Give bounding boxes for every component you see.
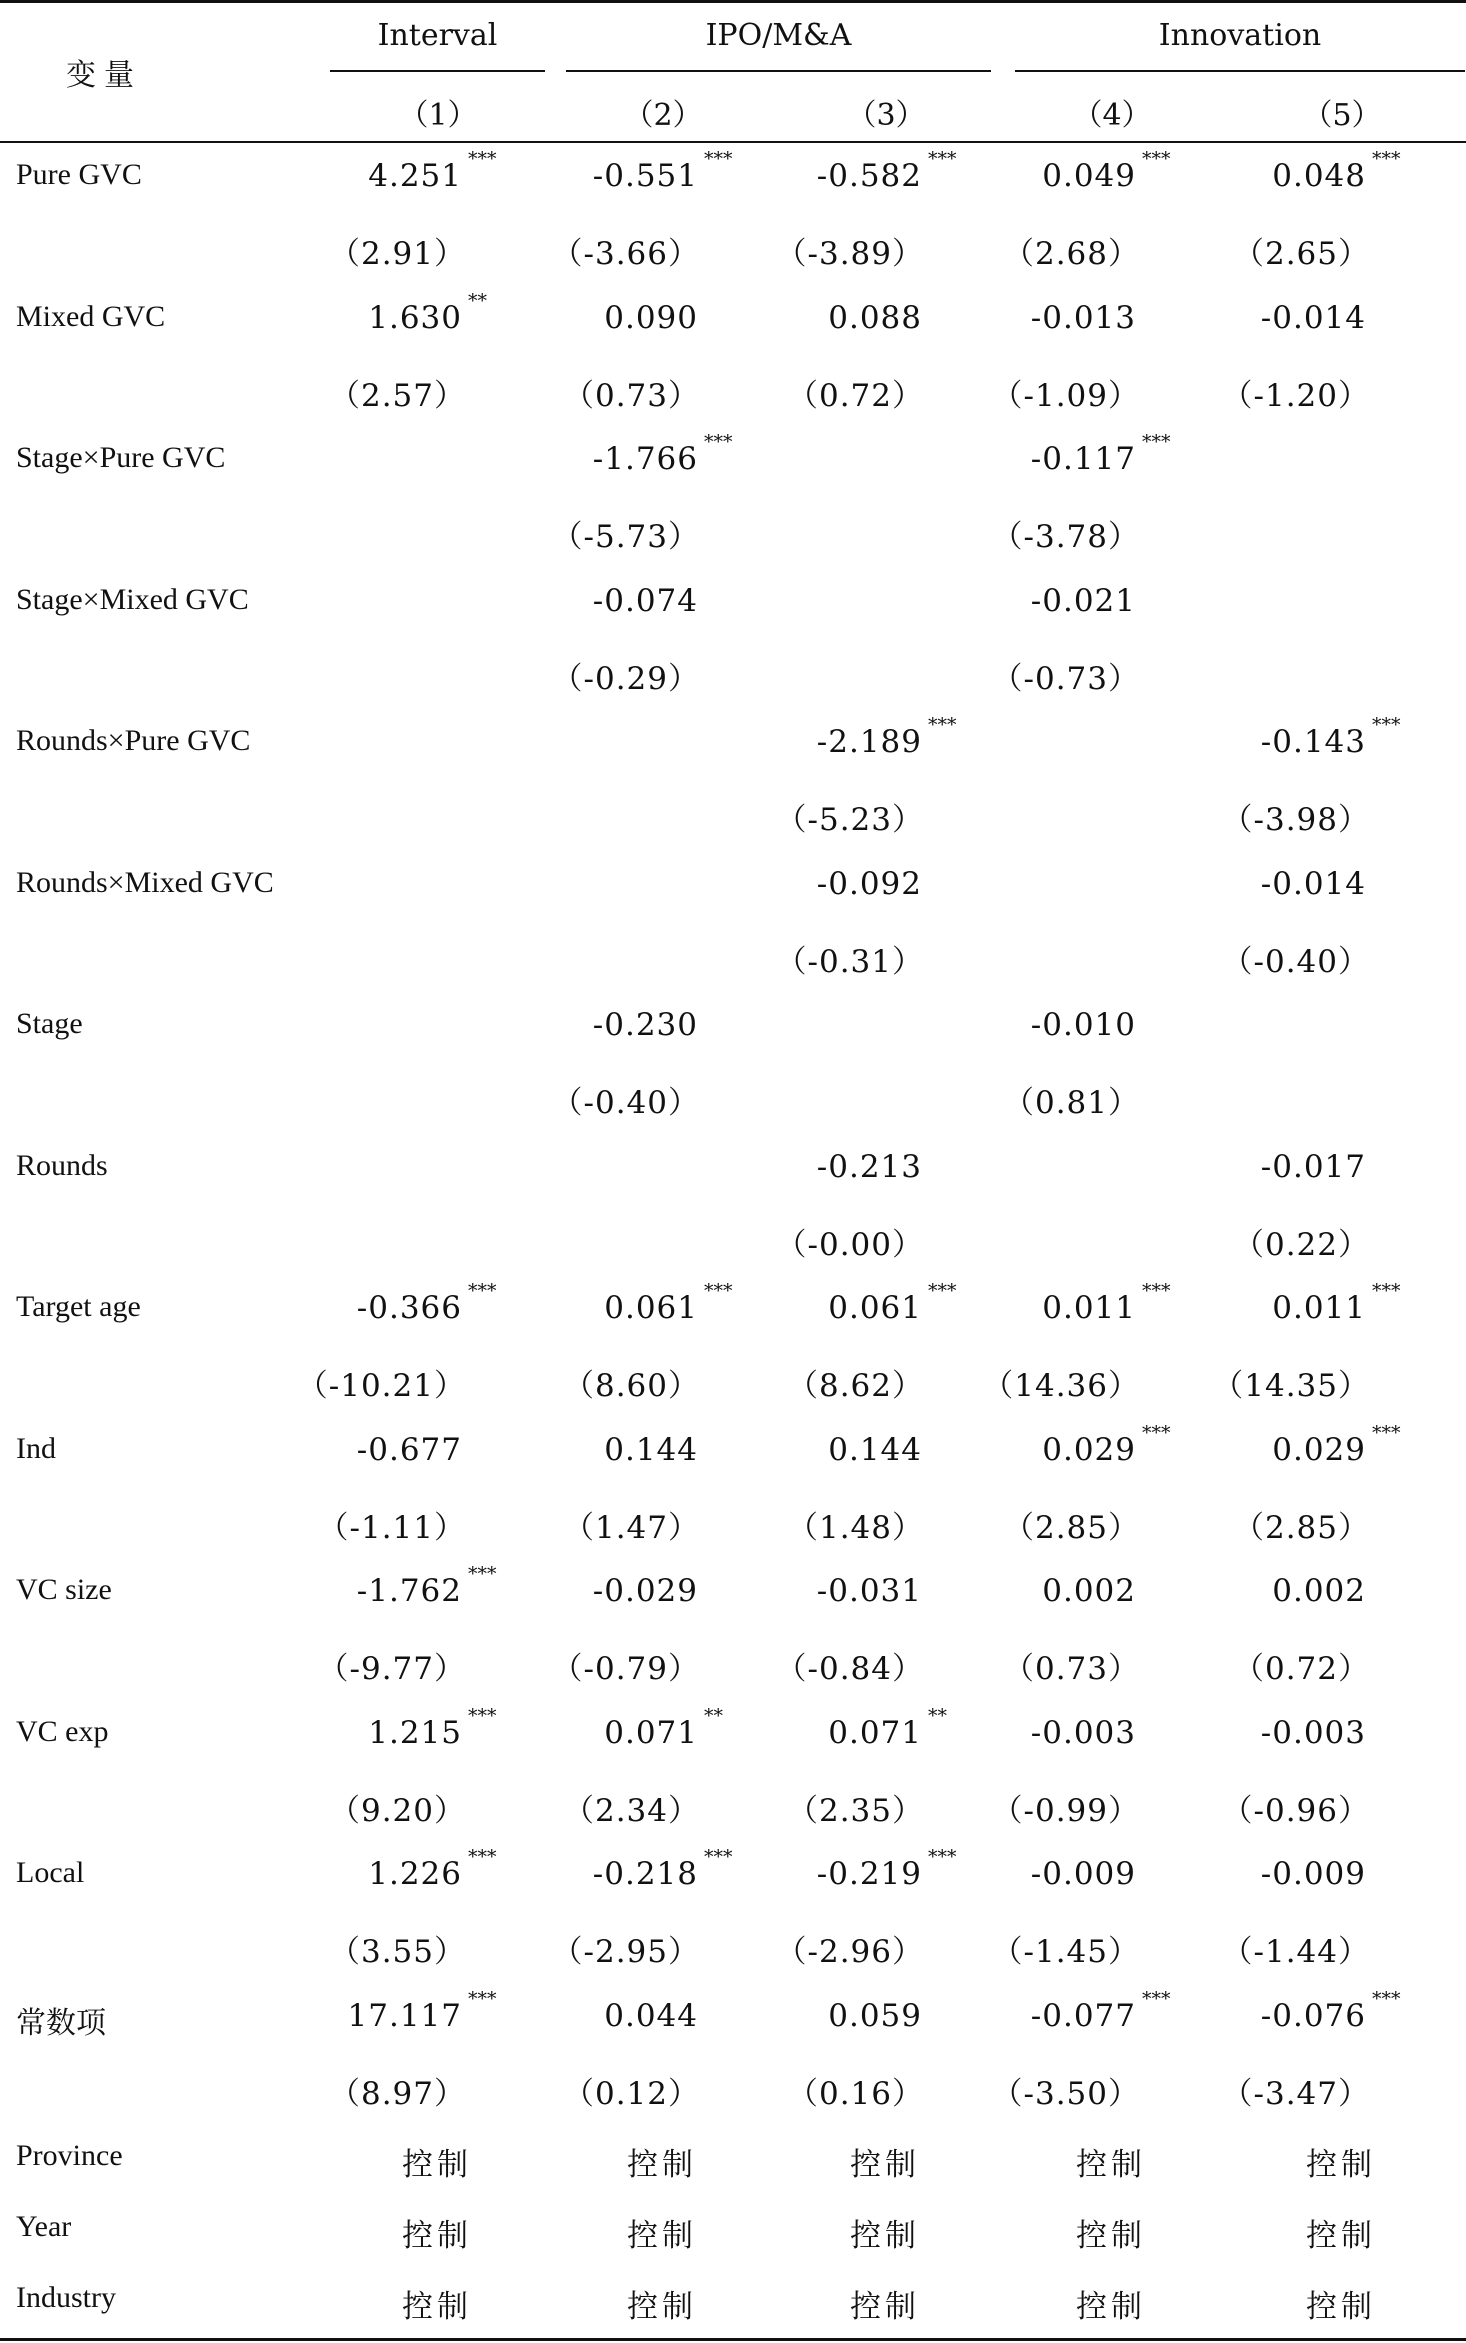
- coefficient-value: 17.117: [347, 1997, 462, 2034]
- coefficient-value: -0.092: [816, 865, 922, 902]
- t-stat-cell: （-0.29）: [551, 660, 700, 697]
- coefficient-cell: [1031, 583, 1136, 619]
- coefficient-value: -0.014: [1260, 865, 1366, 902]
- coefficient-value: 0.011: [1042, 1290, 1136, 1326]
- significance-stars: ***: [468, 1704, 497, 1727]
- row-label: VC size: [16, 1573, 112, 1606]
- control-value: 控制: [850, 2147, 920, 2183]
- t-stat-cell: （2.57）: [328, 377, 466, 414]
- coefficient-cell: [828, 1432, 922, 1468]
- group-header-ipo-ma: IPO/M&A: [705, 18, 852, 53]
- coefficient-value: -0.074: [592, 582, 698, 619]
- coefficient-cell: [1272, 1280, 1401, 1326]
- coefficient-cell: [368, 1846, 497, 1892]
- coefficient-value: -1.766: [592, 441, 698, 477]
- coefficient-cell: [357, 1432, 462, 1468]
- significance-stars: ***: [704, 1280, 733, 1302]
- coefficient-cell: [817, 1573, 922, 1609]
- t-stat-cell: （-1.44）: [1221, 1934, 1370, 1970]
- t-stat-cell: （9.20）: [328, 1792, 466, 1829]
- coefficient-value: -0.031: [816, 1573, 922, 1609]
- control-value: 控制: [1076, 2147, 1146, 2183]
- coefficient-cell: [817, 866, 922, 902]
- coefficient-value: -0.029: [592, 1573, 698, 1609]
- t-stat-cell: （-3.78）: [991, 519, 1140, 555]
- coefficient-cell: [1272, 1573, 1366, 1609]
- row-label: Stage×Mixed GVC: [16, 582, 249, 616]
- t-stat-cell: （3.55）: [328, 1934, 466, 1970]
- t-stat-cell: （-2.96）: [775, 1934, 924, 1970]
- t-stat-cell: （-1.09）: [991, 377, 1140, 414]
- coefficient-value: 0.002: [1272, 1573, 1366, 1609]
- control-value: 控制: [1306, 2147, 1376, 2183]
- coefficient-cell: [828, 300, 922, 336]
- significance-stars: ***: [1142, 1421, 1171, 1444]
- coefficient-cell: [593, 1007, 698, 1043]
- control-value: 控制: [627, 2147, 697, 2183]
- coefficient-cell: [592, 148, 733, 194]
- top-rule: [0, 0, 1466, 3]
- coefficient-cell: [1042, 1573, 1136, 1609]
- coefficient-value: -0.366: [356, 1290, 462, 1326]
- coefficient-value: -0.076: [1260, 1997, 1366, 2034]
- coefficient-cell: [1261, 866, 1366, 902]
- coefficient-value: -0.003: [1030, 1714, 1136, 1751]
- coefficient-value: 0.049: [1042, 158, 1136, 194]
- coefficient-cell: [1031, 1856, 1136, 1892]
- t-stat-cell: （-3.66）: [551, 236, 700, 272]
- t-stat-cell: （-0.84）: [775, 1651, 924, 1687]
- coefficient-cell: [1031, 1007, 1136, 1043]
- t-stat-cell: （1.48）: [786, 1509, 924, 1546]
- significance-stars: ***: [704, 431, 733, 453]
- coefficient-cell: [1030, 1987, 1171, 2034]
- control-value: 控制: [402, 2289, 472, 2325]
- control-value: 控制: [850, 2218, 920, 2254]
- coefficient-value: 0.011: [1272, 1290, 1366, 1326]
- t-stat-cell: （-5.73）: [551, 519, 700, 555]
- coefficient-value: 1.215: [368, 1714, 462, 1751]
- group-rule-ipo-ma: [566, 70, 991, 72]
- coefficient-cell: [604, 1280, 733, 1326]
- significance-stars: ***: [1372, 148, 1401, 170]
- coefficient-cell: [1030, 431, 1171, 477]
- t-stat-cell: （0.73）: [562, 377, 700, 414]
- coefficient-cell: [592, 1846, 733, 1892]
- t-stat-cell: （-3.89）: [775, 236, 924, 272]
- row-label: Local: [16, 1856, 85, 1889]
- coefficient-value: -0.009: [1030, 1856, 1136, 1892]
- t-stat-cell: （8.60）: [562, 1368, 700, 1404]
- t-stat-cell: （-1.45）: [991, 1934, 1140, 1970]
- coefficient-cell: [356, 1563, 497, 1609]
- coefficient-cell: [368, 289, 487, 336]
- column-header-2: （2）: [623, 98, 703, 133]
- column-header-5: （5）: [1302, 98, 1382, 133]
- significance-stars: ***: [1142, 148, 1171, 170]
- t-stat-cell: （-0.99）: [991, 1792, 1140, 1829]
- t-stat-cell: （-5.23）: [775, 802, 924, 838]
- coefficient-value: 0.071: [828, 1714, 922, 1751]
- significance-stars: ***: [468, 148, 497, 170]
- control-value: 控制: [402, 2147, 472, 2183]
- coefficient-value: -0.213: [816, 1148, 922, 1185]
- t-stat-cell: （1.47）: [562, 1509, 700, 1546]
- coefficient-value: 0.144: [828, 1431, 922, 1468]
- coefficient-cell: [1261, 300, 1366, 336]
- row-label: VC exp: [16, 1714, 109, 1748]
- column-header-1: （1）: [398, 98, 478, 133]
- coefficient-value: 0.029: [1042, 1431, 1136, 1468]
- t-stat-cell: （0.73）: [1002, 1651, 1140, 1687]
- coefficient-value: 0.088: [828, 299, 922, 336]
- control-value: 控制: [1306, 2289, 1376, 2325]
- coefficient-cell: [828, 1998, 922, 2034]
- coefficient-cell: [1031, 1715, 1136, 1751]
- coefficient-cell: [368, 1704, 497, 1751]
- bottom-rule: [0, 2338, 1466, 2341]
- t-stat-cell: （0.72）: [1232, 1651, 1370, 1687]
- t-stat-cell: （0.81）: [1002, 1085, 1140, 1121]
- t-stat-cell: （-1.11）: [317, 1509, 466, 1546]
- coefficient-cell: [356, 1280, 497, 1326]
- coefficient-cell: [1272, 1421, 1401, 1468]
- coefficient-cell: [1261, 1715, 1366, 1751]
- t-stat-cell: （-3.47）: [1221, 2075, 1370, 2112]
- coefficient-value: 1.630: [368, 299, 462, 336]
- coefficient-value: 4.251: [368, 158, 462, 194]
- coefficient-cell: [828, 1704, 947, 1751]
- significance-stars: ***: [928, 148, 957, 170]
- coefficient-cell: [604, 1998, 698, 2034]
- coefficient-value: 0.061: [604, 1290, 698, 1326]
- coefficient-cell: [604, 300, 698, 336]
- t-stat-cell: （0.12）: [562, 2075, 700, 2112]
- significance-stars: ***: [928, 714, 957, 736]
- coefficient-cell: [593, 1573, 698, 1609]
- t-stat-cell: （2.85）: [1002, 1509, 1140, 1546]
- significance-stars: ***: [1142, 1987, 1171, 2010]
- t-stat-cell: （-0.96）: [1221, 1792, 1370, 1829]
- column-header-4: （4）: [1072, 98, 1152, 133]
- t-stat-cell: （2.34）: [562, 1792, 700, 1829]
- coefficient-value: -2.189: [816, 724, 922, 760]
- row-label: Ind: [16, 1431, 56, 1465]
- coefficient-cell: [817, 1149, 922, 1185]
- header-rule: [0, 141, 1466, 143]
- coefficient-cell: [1272, 148, 1401, 194]
- coefficient-value: -0.077: [1030, 1997, 1136, 2034]
- coefficient-value: -0.009: [1260, 1856, 1366, 1892]
- row-label: Stage: [16, 1007, 83, 1040]
- control-value: 控制: [850, 2289, 920, 2325]
- coefficient-cell: [1261, 1149, 1366, 1185]
- group-rule-interval: [330, 70, 545, 72]
- coefficient-value: -0.021: [1030, 582, 1136, 619]
- coefficient-cell: [816, 714, 957, 760]
- coefficient-value: 0.048: [1272, 158, 1366, 194]
- t-stat-cell: （0.72）: [786, 377, 924, 414]
- group-header-innovation: Innovation: [1158, 18, 1322, 53]
- significance-stars: ***: [1372, 714, 1401, 736]
- coefficient-value: -0.218: [592, 1856, 698, 1892]
- coefficient-value: 0.002: [1042, 1573, 1136, 1609]
- coefficient-value: 0.029: [1272, 1431, 1366, 1468]
- significance-stars: ***: [928, 1846, 957, 1868]
- t-stat-cell: （8.97）: [328, 2075, 466, 2112]
- coefficient-cell: [828, 1280, 957, 1326]
- coefficient-cell: [604, 1704, 723, 1751]
- coefficient-cell: [1042, 1421, 1171, 1468]
- column-header-3: （3）: [846, 98, 926, 133]
- t-stat-cell: （2.85）: [1232, 1509, 1370, 1546]
- t-stat-cell: （0.22）: [1232, 1226, 1370, 1263]
- control-value: 控制: [1076, 2289, 1146, 2325]
- coefficient-cell: [593, 583, 698, 619]
- row-label: 常数项: [16, 2006, 106, 2040]
- coefficient-cell: [347, 1987, 497, 2034]
- t-stat-cell: （-9.77）: [317, 1651, 466, 1687]
- coefficient-value: -0.003: [1260, 1714, 1366, 1751]
- t-stat-cell: （14.35）: [1212, 1368, 1370, 1404]
- control-value: 控制: [402, 2218, 472, 2254]
- t-stat-cell: （-0.31）: [775, 943, 924, 980]
- coefficient-cell: [604, 1432, 698, 1468]
- t-stat-cell: （2.35）: [786, 1792, 924, 1829]
- coefficient-value: -0.551: [592, 158, 698, 194]
- significance-stars: ***: [1142, 1280, 1171, 1302]
- significance-stars: ***: [468, 1987, 497, 2010]
- coefficient-cell: [816, 148, 957, 194]
- coefficient-value: 0.061: [828, 1290, 922, 1326]
- row-label: Rounds×Pure GVC: [16, 724, 251, 757]
- significance-stars: **: [468, 289, 487, 312]
- significance-stars: ***: [704, 1846, 733, 1868]
- control-row-label: Year: [16, 2210, 72, 2243]
- coefficient-value: -0.117: [1030, 441, 1136, 477]
- t-stat-cell: （2.65）: [1232, 236, 1370, 272]
- t-stat-cell: （0.16）: [786, 2075, 924, 2112]
- coefficient-value: -0.010: [1030, 1007, 1136, 1043]
- coefficient-cell: [1261, 1856, 1366, 1892]
- t-stat-cell: （-2.95）: [551, 1934, 700, 1970]
- t-stat-cell: （-3.98）: [1221, 802, 1370, 838]
- significance-stars: **: [928, 1704, 947, 1727]
- group-header-interval: Interval: [377, 18, 498, 53]
- coefficient-value: -0.017: [1260, 1148, 1366, 1185]
- significance-stars: ***: [468, 1563, 497, 1585]
- variable-header: 变量: [66, 58, 142, 93]
- coefficient-value: -0.013: [1030, 299, 1136, 336]
- control-value: 控制: [627, 2218, 697, 2254]
- t-stat-cell: （8.62）: [786, 1368, 924, 1404]
- coefficient-value: 0.059: [828, 1997, 922, 2034]
- control-row-label: Province: [16, 2139, 123, 2172]
- t-stat-cell: （-0.40）: [551, 1085, 700, 1121]
- significance-stars: ***: [928, 1280, 957, 1302]
- significance-stars: ***: [1372, 1421, 1401, 1444]
- group-rule-innovation: [1015, 70, 1465, 72]
- coefficient-value: -0.014: [1260, 299, 1366, 336]
- row-label: Rounds×Mixed GVC: [16, 865, 274, 899]
- control-value: 控制: [1306, 2218, 1376, 2254]
- control-value: 控制: [1076, 2218, 1146, 2254]
- coefficient-value: -0.582: [816, 158, 922, 194]
- row-label: Rounds: [16, 1148, 108, 1182]
- coefficient-cell: [1260, 714, 1401, 760]
- coefficient-cell: [1042, 1280, 1171, 1326]
- coefficient-value: -0.219: [816, 1856, 922, 1892]
- significance-stars: ***: [1372, 1280, 1401, 1302]
- coefficient-value: 1.226: [368, 1856, 462, 1892]
- row-label: Target age: [16, 1290, 141, 1323]
- significance-stars: ***: [704, 148, 733, 170]
- coefficient-value: 0.144: [604, 1431, 698, 1468]
- coefficient-value: 0.090: [604, 299, 698, 336]
- coefficient-cell: [1031, 300, 1136, 336]
- t-stat-cell: （-0.79）: [551, 1651, 700, 1687]
- t-stat-cell: （2.91）: [328, 236, 466, 272]
- t-stat-cell: （-0.73）: [991, 660, 1140, 697]
- significance-stars: ***: [468, 1846, 497, 1868]
- t-stat-cell: （14.36）: [982, 1368, 1140, 1404]
- control-value: 控制: [627, 2289, 697, 2325]
- coefficient-value: -0.677: [356, 1431, 462, 1468]
- t-stat-cell: （-10.21）: [296, 1368, 466, 1404]
- t-stat-cell: （-0.00）: [775, 1226, 924, 1263]
- significance-stars: **: [704, 1704, 723, 1727]
- coefficient-value: -1.762: [356, 1573, 462, 1609]
- significance-stars: ***: [468, 1280, 497, 1302]
- t-stat-cell: （2.68）: [1002, 236, 1140, 272]
- coefficient-value: -0.143: [1260, 724, 1366, 760]
- coefficient-value: 0.044: [604, 1997, 698, 2034]
- row-label: Pure GVC: [16, 158, 142, 191]
- row-label: Mixed GVC: [16, 299, 166, 333]
- significance-stars: ***: [1142, 431, 1171, 453]
- coefficient-cell: [592, 431, 733, 477]
- coefficient-value: 0.071: [604, 1714, 698, 1751]
- control-row-label: Industry: [16, 2281, 116, 2314]
- coefficient-cell: [368, 148, 497, 194]
- row-label: Stage×Pure GVC: [16, 441, 226, 474]
- t-stat-cell: （-0.40）: [1221, 943, 1370, 980]
- t-stat-cell: （-3.50）: [991, 2075, 1140, 2112]
- coefficient-cell: [816, 1846, 957, 1892]
- coefficient-cell: [1042, 148, 1171, 194]
- coefficient-cell: [1260, 1987, 1401, 2034]
- t-stat-cell: （-1.20）: [1221, 377, 1370, 414]
- coefficient-value: -0.230: [592, 1007, 698, 1043]
- significance-stars: ***: [1372, 1987, 1401, 2010]
